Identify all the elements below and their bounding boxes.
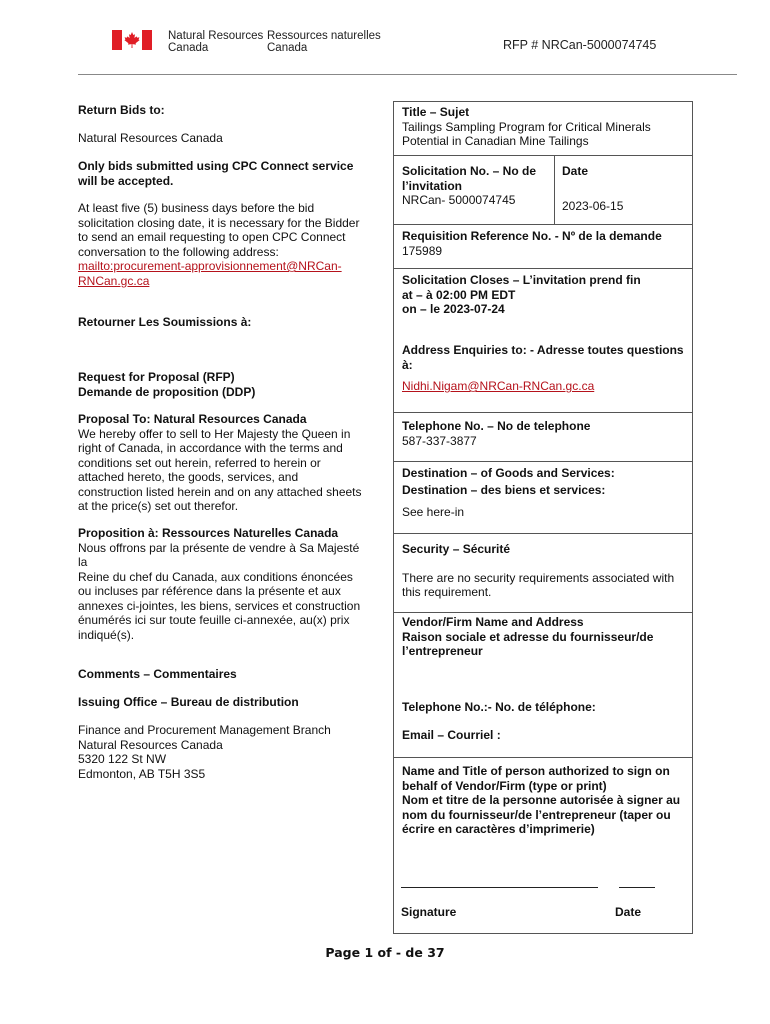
cpc-para-line: At least five (5) business days before the bid <box>78 201 315 215</box>
flag-left-bar <box>112 30 122 50</box>
proposition-line: annexes ci-jointes, les biens, services et construction <box>78 598 361 613</box>
rfp-en: Request for Proposal (RFP) <box>78 370 235 384</box>
requisition-value: 175989 <box>402 243 443 258</box>
header-divider <box>78 74 737 75</box>
closes-time: at – à 02:00 PM EDT <box>402 287 516 302</box>
vendor-email-label: Email – Courriel : <box>402 728 501 742</box>
destination-fr: Destination – des biens et services: <box>402 483 606 497</box>
authorized-person-cell <box>402 764 690 837</box>
return-bids-org: Natural Resources Canada <box>78 131 223 145</box>
security-cell <box>402 542 690 600</box>
vendor-label: Vendor/Firm Name and Address <box>402 615 584 629</box>
destination-cell <box>402 465 690 520</box>
proposal-line: construction listed herein and on any attached sheets <box>78 484 362 499</box>
cpc-para-line: to send an email requesting to open CPC Connect <box>78 230 346 244</box>
proposition-line: énumérés ici sur toute feuille ci-annexée, au(x) prix <box>78 613 350 627</box>
rfp-type <box>78 370 368 399</box>
solicitation-label-cont: l’invitation <box>402 178 462 193</box>
cpc-para-line: conversation to the following address: <box>78 244 279 259</box>
proposition-line: Reine du chef du Canada, aux conditions énoncées <box>78 569 353 584</box>
date-label: Date <box>562 164 589 178</box>
vendor-label-fr: Raison sociale et adresse du fournisseur/de <box>402 629 654 644</box>
row-divider <box>393 533 693 534</box>
proposition-line: ou incluses par référence dans la présente et aux <box>78 584 341 598</box>
office-line: Natural Resources Canada <box>78 737 223 752</box>
vendor-cell <box>402 615 690 659</box>
closes-label: Solicitation Closes – L’invitation prend fin <box>402 273 641 287</box>
flag-right-bar <box>142 30 152 50</box>
cpc-instructions <box>78 201 368 288</box>
closes-date: on – le 2023-07-24 <box>402 302 505 316</box>
org-fr-line1: Ressources naturelles <box>267 30 381 42</box>
rfp-number: RFP # NRCan-5000074745 <box>503 38 657 52</box>
vendor-label-fr-cont: l’entrepreneur <box>402 644 483 658</box>
rfp-fr: Demande de proposition (DDP) <box>78 384 256 399</box>
authorized-line: Name and Title of person authorized to sign on <box>402 764 670 778</box>
office-line: Edmonton, AB T5H 3S5 <box>78 766 206 781</box>
proposition-line: indiqué(s). <box>78 627 135 642</box>
proposal-line: right of Canada, in accordance with the terms and <box>78 441 343 455</box>
authorized-line: nom du fournisseur/de l’entrepreneur (taper ou <box>402 807 671 822</box>
authorized-line: écrire en caractères d’imprimerie) <box>402 822 595 836</box>
org-name-fr <box>267 30 381 54</box>
signature-date-label: Date <box>615 905 642 919</box>
row-divider <box>393 461 693 462</box>
enquiries-label: Address Enquiries to: - Adresse toutes questions <box>402 343 684 357</box>
proposition-section <box>78 526 368 642</box>
date-value: 2023-06-15 <box>562 199 624 213</box>
solicitation-label: Solicitation No. – No de <box>402 164 537 178</box>
maple-leaf-icon <box>122 30 142 50</box>
row-divider <box>393 757 693 758</box>
security-text-cont: this requirement. <box>402 585 492 599</box>
proposal-line: attached hereto, the goods, services, and <box>78 470 299 484</box>
proposal-line: We hereby offer to sell to Her Majesty the Queen in <box>78 426 351 441</box>
cpc-para-line: solicitation closing date, it is necessary for the Bidder <box>78 215 360 230</box>
title-cell <box>402 105 690 149</box>
title-heading: Title – Sujet <box>402 105 470 119</box>
proposal-to-heading: Proposal To: Natural Resources Canada <box>78 412 307 426</box>
issuing-office-address <box>78 723 368 781</box>
row-divider <box>393 612 693 613</box>
row-divider <box>393 268 693 269</box>
telephone-cell <box>402 419 690 448</box>
enquiries-email-link[interactable]: Nidhi.Nigam@NRCan-RNCan.gc.ca <box>402 379 595 393</box>
enquiries-label-cont: à: <box>402 357 413 372</box>
column-divider <box>554 155 555 224</box>
requisition-cell <box>402 229 690 258</box>
vendor-telephone-label: Telephone No.:- No. de téléphone: <box>402 700 596 714</box>
proposal-to-section <box>78 412 368 514</box>
proposition-line: Nous offrons par la présente de vendre à Sa Majesté <box>78 540 360 555</box>
office-line: Finance and Procurement Management Branch <box>78 723 331 737</box>
proposal-line: conditions set out herein, referred to herein or <box>78 455 321 470</box>
destination-en: Destination – of Goods and Services: <box>402 466 615 480</box>
cpc-only-notice <box>78 159 368 188</box>
authorized-line: behalf of Vendor/Firm (type or print) <box>402 778 607 793</box>
solicitation-value: NRCan- 5000074745 <box>402 193 516 207</box>
security-text: There are no security requirements associated with <box>402 570 675 585</box>
signature-line <box>401 887 598 888</box>
enquiries-cell <box>402 343 690 394</box>
page-number: Page 1 of - de 37 <box>325 945 445 960</box>
title-text-cont: Potential in Canadian Mine Tailings <box>402 134 589 148</box>
signature-label: Signature <box>401 905 457 919</box>
telephone-value: 587-337-3877 <box>402 433 477 448</box>
org-fr-line2: Canada <box>267 42 308 54</box>
row-divider <box>393 155 693 156</box>
security-heading: Security – Sécurité <box>402 542 511 556</box>
proposition-line: la <box>78 555 88 569</box>
canada-flag-logo <box>112 30 152 50</box>
org-en-line1: Natural Resources <box>168 30 264 42</box>
solicitation-number-cell <box>402 164 552 208</box>
org-en-line2: Canada <box>168 42 209 54</box>
title-text: Tailings Sampling Program for Critical Minerals <box>402 119 651 134</box>
cpc-only-line1: Only bids submitted using CPC Connect service <box>78 159 354 173</box>
signature-date-line <box>619 887 655 888</box>
office-line: 5320 122 St NW <box>78 752 167 766</box>
proposition-heading: Proposition à: Ressources Naturelles Canada <box>78 526 339 540</box>
issuing-office-heading: Issuing Office – Bureau de distribution <box>78 695 299 709</box>
org-name-en <box>168 30 263 54</box>
row-divider <box>393 412 693 413</box>
mailto-link-cont[interactable]: RNCan.gc.ca <box>78 273 150 288</box>
row-divider <box>393 224 693 225</box>
retourner-heading: Retourner Les Soumissions à: <box>78 315 252 329</box>
cpc-only-line2: will be accepted. <box>78 173 174 188</box>
closing-cell <box>402 273 690 317</box>
return-bids-heading: Return Bids to: <box>78 103 165 117</box>
telephone-label: Telephone No. – No de telephone <box>402 419 591 433</box>
comments-heading: Comments – Commentaires <box>78 667 237 681</box>
requisition-label: Requisition Reference No. - Nº de la demande <box>402 229 662 243</box>
proposal-line: at the price(s) set out therefor. <box>78 499 239 513</box>
destination-value: See here-in <box>402 505 465 519</box>
mailto-link[interactable]: mailto:procurement-approvisionnement@NRCan- <box>78 259 342 273</box>
authorized-line: Nom et titre de la personne autorisée à signer au <box>402 793 681 807</box>
